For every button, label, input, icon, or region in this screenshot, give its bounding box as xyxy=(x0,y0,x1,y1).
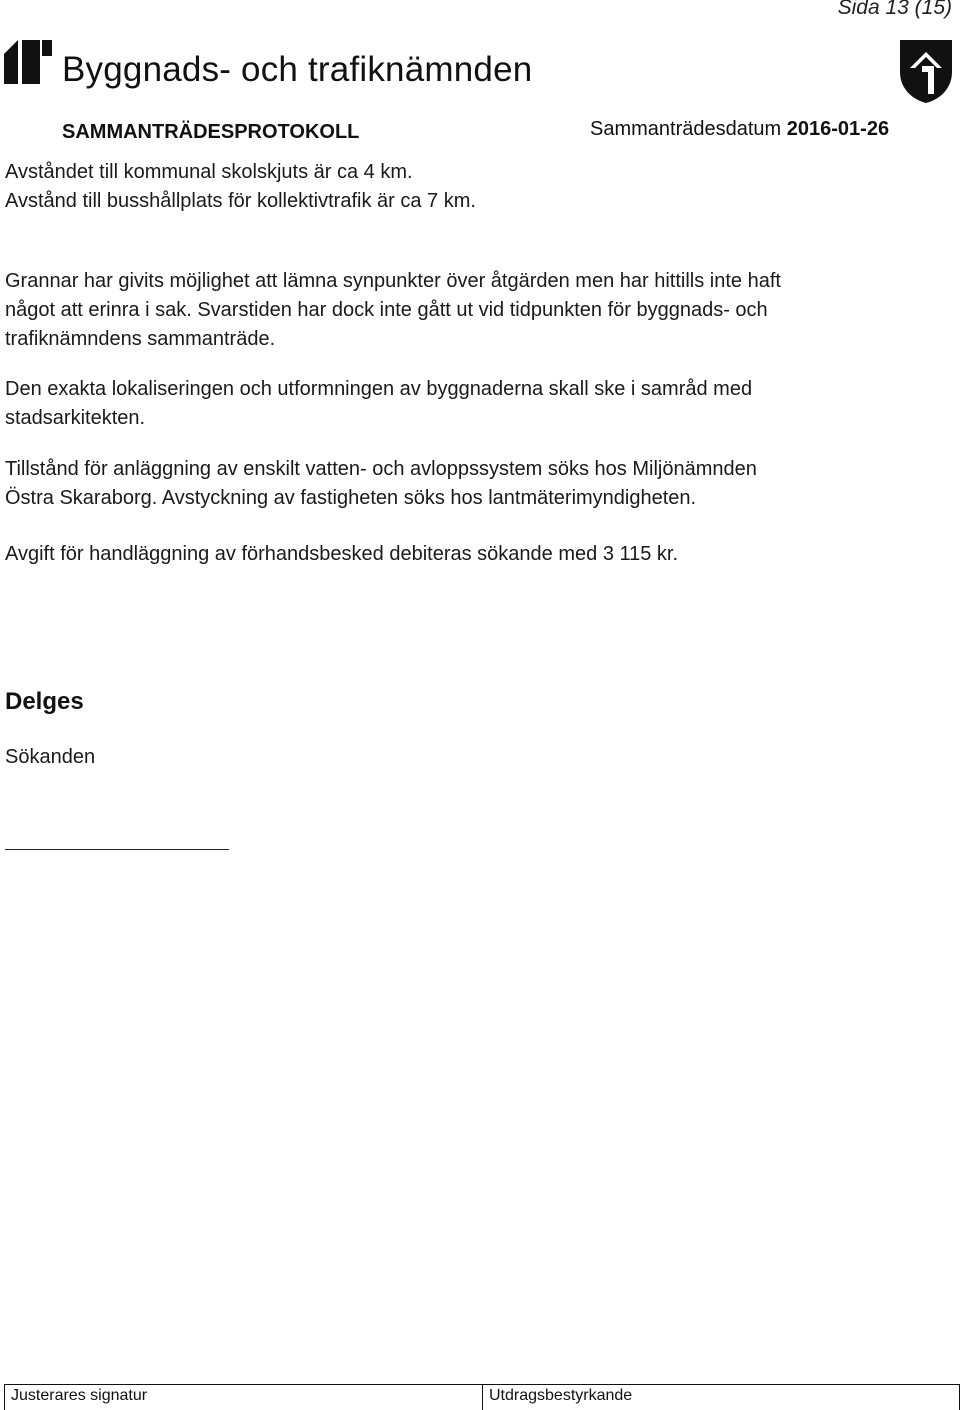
text-line: trafiknämndens sammanträde. xyxy=(5,328,276,350)
text-line: Avstånd till busshållplats för kollektivtrafik är ca 7 km. xyxy=(5,190,476,212)
text-line: stadsarkitekten. xyxy=(5,407,146,429)
text-line: Östra Skaraborg. Avstyckning av fastigheten söks hos lantmäterimyndigheten. xyxy=(5,487,697,509)
paragraph-permits xyxy=(5,455,945,513)
page-number: Sida 13 (15) xyxy=(837,0,952,19)
text-line: Tillstånd för anläggning av enskilt vatten- och avloppssystem söks hos Miljönämnden xyxy=(5,458,757,480)
text-line: Grannar har givits möjlighet att lämna synpunkter över åtgärden men har hittills inte haft xyxy=(5,270,781,292)
organization-name: Byggnads- och trafiknämnden xyxy=(62,50,533,89)
delges-heading: Delges xyxy=(5,688,84,715)
protocol-title: SAMMANTRÄDESPROTOKOLL xyxy=(62,121,360,143)
text-line: något att erinra i sak. Svarstiden har dock inte gått ut vid tidpunkten för byggnads- och xyxy=(5,299,768,321)
text-line: Avgift för handläggning av förhandsbesked debiteras sökande med 3 115 kr. xyxy=(5,543,679,565)
text-line: Avståndet till kommunal skolskjuts är ca 4 km. xyxy=(5,161,413,183)
paragraph-fee xyxy=(5,540,945,569)
paragraph-distances xyxy=(5,158,945,216)
footer-reviewer-signature: Justerares signatur xyxy=(5,1385,483,1410)
coat-of-arms-icon xyxy=(898,38,954,104)
meeting-date xyxy=(590,118,889,141)
footer-extract-certification: Utdragsbestyrkande xyxy=(489,1387,633,1404)
footer-signature-box xyxy=(4,1384,960,1410)
paragraph-localisation xyxy=(5,375,945,433)
text-line: Den exakta lokaliseringen och utformningen av byggnaderna skall ske i samråd med xyxy=(5,378,753,400)
paragraph-neighbours xyxy=(5,267,945,354)
meeting-date-label: Sammanträdesdatum xyxy=(590,118,782,140)
municipality-logo-icon xyxy=(4,40,52,84)
signature-line xyxy=(5,849,229,850)
meeting-date-value: 2016-01-26 xyxy=(786,118,890,140)
delges-recipient: Sökanden xyxy=(5,746,96,768)
